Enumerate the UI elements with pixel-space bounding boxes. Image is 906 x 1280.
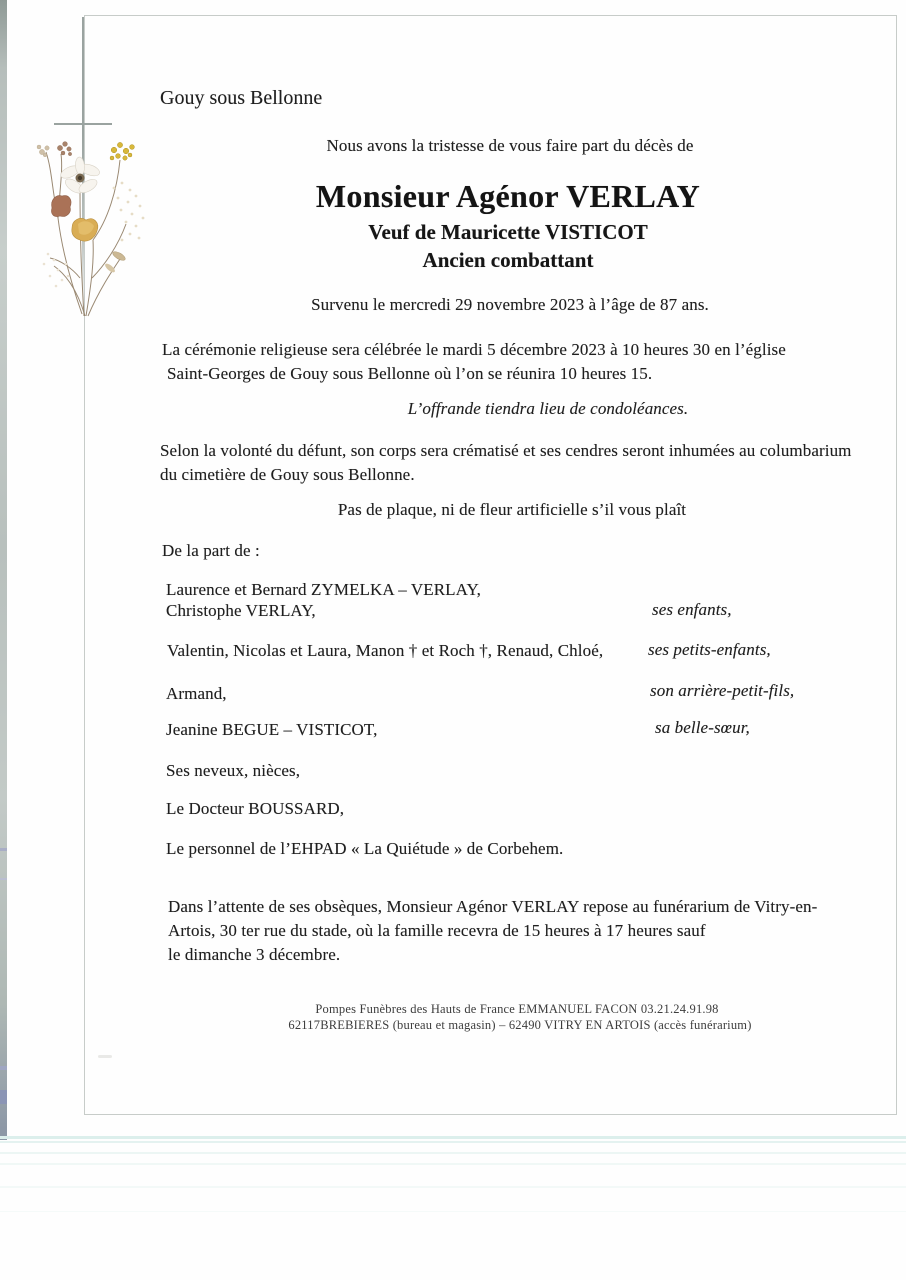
scan-speck [0,1090,7,1104]
family-names-line: Jeanine BEGUE – VISTICOT, [166,720,378,739]
repose-line: Dans l’attente de ses obsèques, Monsieur Agénor VERLAY repose au funérarium de Vitry-en- [168,897,818,916]
family-names-line: Laurence et Bernard ZYMELKA – VERLAY, [166,580,481,599]
family-names-line: Ses neveux, nièces, [166,761,301,780]
scan-line [0,1186,906,1188]
funeral-home-line: 62117BREBIERES (bureau et magasin) – 62490 VITRY EN ARTOIS (accès funérarium) [288,1018,752,1032]
dried-flowers-icon [22,128,154,320]
cross-icon [54,123,112,125]
place-name: Gouy sous Bellonne [160,87,323,109]
scan-speck [0,848,7,851]
funeral-home-line: Pompes Funèbres des Hauts de France EMMANUEL FACON 03.21.24.91.98 [315,1002,719,1016]
family-relation: ses petits-enfants, [648,640,771,659]
ceremony-line: La cérémonie religieuse sera célébrée le mardi 5 décembre 2023 à 10 heures 30 en l’église [162,340,786,359]
family-relation: son arrière-petit-fils, [650,681,795,700]
family-names-line: Valentin, Nicolas et Laura, Manon † et Roch †, Renaud, Chloé, [167,641,604,660]
scan-line [0,1211,906,1212]
death-date-line: Survenu le mercredi 29 novembre 2023 à l’âge de 87 ans. [311,295,709,314]
intro-line: Nous avons la tristesse de vous faire part du décès de [326,136,694,155]
scan-line [0,1163,906,1165]
scan-speck [0,1066,7,1070]
cremation-line: du cimetière de Gouy sous Bellonne. [160,465,415,484]
scan-smudge [98,1055,112,1058]
family-names-line: Le personnel de l’EHPAD « La Quiétude » de Corbehem. [166,839,564,858]
no-flowers-request: Pas de plaque, ni de fleur artificielle s’il vous plaît [337,500,687,519]
family-names-line: Armand, [166,684,227,703]
family-relation: sa belle-sœur, [655,718,750,737]
scan-edge-strip [0,0,7,1140]
scan-line [0,1136,906,1139]
from-label: De la part de : [162,541,260,560]
family-names-line: Le Docteur BOUSSARD, [166,799,345,818]
scan-line [0,1141,906,1143]
ceremony-line: Saint-Georges de Gouy sous Bellonne où l’on se réunira 10 heures 15. [167,364,653,383]
cremation-line: Selon la volonté du défunt, son corps sera crématisé et ses cendres seront inhumées au columbarium [160,441,852,460]
repose-line: le dimanche 3 décembre. [168,945,341,964]
deceased-subtitle-veteran: Ancien combattant [422,248,594,272]
deceased-name: Monsieur Agénor VERLAY [315,178,701,214]
family-relation: ses enfants, [652,600,732,619]
scan-line [0,1152,906,1154]
offering-line: L’offrande tiendra lieu de condoléances. [407,399,689,418]
deceased-subtitle-widower: Veuf de Mauricette VISTICOT [368,220,648,244]
scan-speck [0,878,7,880]
family-names-line: Christophe VERLAY, [166,601,316,620]
repose-line: Artois, 30 ter rue du stade, où la famille recevra de 15 heures à 17 heures sauf [168,921,706,940]
